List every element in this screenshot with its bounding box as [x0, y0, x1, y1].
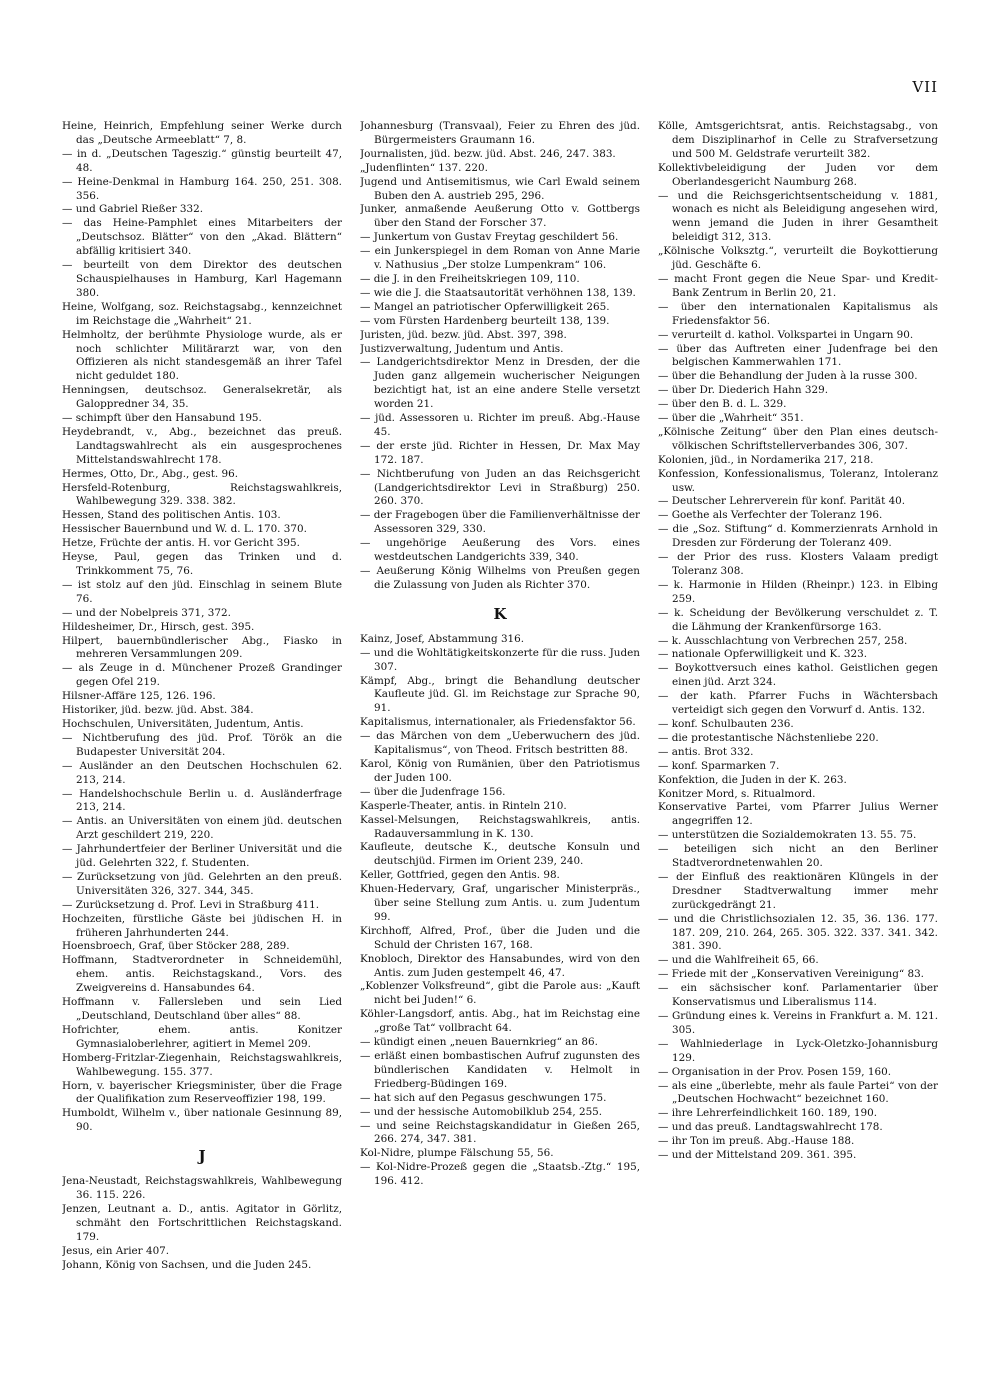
index-entry: — Zurücksetzung d. Prof. Levi in Straßburg 411.: [62, 898, 320, 911]
index-entry: Hilpert, bauernbündlerischer Abg., Fiasko in mehreren Versammlungen 209.: [62, 634, 342, 661]
index-entry: — und der Nobelpreis 371, 372.: [62, 606, 231, 619]
index-entry: — über Dr. Diederich Hahn 329.: [658, 384, 829, 397]
index-entry: — unterstützen die Sozialdemokraten 13. 55. 75.: [658, 829, 917, 842]
section-heading-letter: J: [198, 1147, 206, 1166]
index-entry: Konservative Partei, vom Pfarrer Julius Werner angegriffen 12.: [658, 801, 938, 828]
index-entry: — Deutscher Lehrerverein für konf. Parität 40.: [658, 495, 906, 508]
index-entry: Homberg-Fritzlar-Ziegenhain, Reichstagswahlkreis, Wahlbewegung. 155. 377.: [62, 1051, 342, 1078]
index-entry: Konfektion, die Juden in der K. 263.: [658, 773, 847, 786]
index-entry: Heyse, Paul, gegen das Trinken und d. Trinkkomment 75, 76.: [62, 551, 342, 577]
index-entry: — Gründung eines k. Vereins in Frankfurt a. M. 121. 305.: [658, 1010, 938, 1036]
index-entry: — über die Behandlung der Juden à la russe 300.: [658, 370, 918, 383]
index-entry: Hoffmann v. Fallersleben und sein Lied „Deutschland, Deutschland über alles“ 88.: [62, 996, 342, 1022]
index-entry: Kol-Nidre, plumpe Fälschung 55, 56.: [360, 1147, 554, 1160]
index-entry: Kollektivbeleidigung der Juden vor dem Oberlandesgericht Naumburg 268.: [658, 161, 938, 188]
index-entry: „Kölnische Volksztg.“, verurteilt die Boykottierung jüd. Geschäfte 6.: [658, 245, 938, 272]
index-entry: Knobloch, Direktor des Hansabundes, wird von den Antis. zum Juden gestempelt 46, 47.: [360, 952, 640, 979]
index-entry: Kölle, Amtsgerichtsrat, antis. Reichstagsabg., von dem Disziplinarhof in Celle zu Strafversetzung und 500 M. Geldstrafe verurteilt 382.: [658, 120, 938, 160]
index-entry: — Wahlniederlage in Lyck-Oletzko-Johannisburg 129.: [658, 1037, 938, 1064]
index-entry: Hofrichter, ehem. antis. Konitzer Gymnasialoberlehrer, agitiert in Memel 209.: [62, 1023, 342, 1050]
index-entry: — und Gabriel Rießer 332.: [62, 203, 204, 216]
index-entry: Hildesheimer, Dr., Hirsch, gest. 395.: [62, 620, 255, 633]
index-entry: — über das Auftreten einer Judenfrage bei den belgischen Kammerwahlen 171.: [658, 342, 938, 369]
index-entry: Junker, anmaßende Aeußerung Otto v. Gottbergs über den Stand der Forscher 37.: [360, 203, 640, 230]
index-entry: „Kölnische Zeitung“ über den Plan eines deutsch-völkischen Schriftstellerverbandes 306, 307.: [658, 425, 938, 452]
index-entry: — Friede mit der „Konservativen Vereinigung“ 83.: [658, 968, 924, 981]
index-entry: Kaufleute, deutsche K., deutsche Konsuln und deutschjüd. Firmen im Orient 239, 240.: [360, 841, 640, 868]
index-entry: — Handelshochschule Berlin u. d. Ausländerfrage 213, 214.: [62, 787, 342, 814]
index-entry: Karol, König von Rumänien, über den Patriotismus der Juden 100.: [360, 757, 640, 784]
index-entry: „Koblenzer Volksfreund“, gibt die Parole aus: „Kauft nicht bei Juden!“ 6.: [360, 980, 640, 1007]
index-entry: — Mangel an patriotischer Opferwilligkeit 265.: [360, 300, 610, 313]
index-entry: — das Märchen von dem „Ueberwuchern des jüd. Kapitalismus“, von Theod. Fritsch bestritten 88.: [360, 730, 640, 757]
index-entry: — ungehörige Aeußerung des Vors. eines westdeutschen Landgerichts 339, 340.: [360, 537, 640, 564]
index-entry: — Goethe als Verfechter der Toleranz 196.: [658, 509, 883, 522]
index-entry: — Organisation in der Prov. Posen 159, 160.: [658, 1065, 892, 1078]
index-entry: — Nichtberufung von Juden an das Reichsgericht (Landgerichtsdirektor Levi in Straßburg) 250. 260. 370.: [360, 467, 640, 508]
index-entry: Justizverwaltung, Judentum und Antis.: [360, 342, 564, 355]
section-heading-letter: K: [493, 604, 507, 623]
index-entry: Hermes, Otto, Dr., Abg., gest. 96.: [62, 467, 239, 480]
index-entry: Köhler-Langsdorf, antis. Abg., hat im Reichstag eine „große Tat“ vollbracht 64.: [360, 1008, 640, 1035]
index-entry: — antis. Brot 332.: [658, 745, 754, 758]
index-entry: — ist stolz auf den jüd. Einschlag in seinem Blute 76.: [62, 578, 342, 605]
index-columns: [62, 120, 940, 1360]
index-entry: Helmholtz, der berühmte Physiologe wurde, als er noch schlichter Militärarzt war, von den Offizieren als nicht standesgemäß an ihrer Tafel nicht geduldet 180.: [62, 328, 342, 383]
index-entry: Johann, König von Sachsen, und die Juden 245.: [62, 1258, 312, 1271]
index-entry: Horn, v. bayerischer Kriegsminister, über die Frage der Qualifikation zum Reserveoffizier 198, 199.: [62, 1079, 342, 1106]
index-column-middle: [360, 120, 640, 1360]
index-entry: Jugend und Antisemitismus, wie Carl Ewald seinem Buben den A. austrieb 295, 296.: [360, 175, 640, 202]
index-entry: Journalisten, jüd. bezw. jüd. Abst. 246, 247. 383.: [360, 147, 616, 160]
index-entry: — das Heine-Pamphlet eines Mitarbeiters der „Deutschsoz. Blätter“ von den „Akad. Blättern“ abfällig kritisiert 340.: [62, 217, 342, 258]
index-entry: — die protestantische Nächstenliebe 220.: [658, 731, 879, 744]
index-entry: — und die Wohltätigkeitskonzerte für die russ. Juden 307.: [360, 646, 640, 673]
index-entry: Hochzeiten, fürstliche Gäste bei jüdischen H. in früheren Jahrhunderten 244.: [62, 912, 342, 939]
index-entry: — der kath. Pfarrer Fuchs in Wächtersbach verteidigt sich gegen den Vorwurf d. Antis. 132.: [658, 690, 938, 717]
index-entry: Heine, Wolfgang, soz. Reichstagsabg., kennzeichnet im Reichstage die „Wahrheit“ 21.: [62, 300, 342, 327]
index-entry: — k. Ausschlachtung von Verbrechen 257, 258.: [658, 634, 908, 647]
index-entry: Kassel-Melsungen, Reichstagswahlkreis, antis. Radauversammlung in K. 130.: [360, 813, 640, 840]
index-entry: Humboldt, Wilhelm v., über nationale Gesinnung 89, 90.: [62, 1107, 342, 1134]
index-entry: — vom Fürsten Hardenberg beurteilt 138, 139.: [360, 314, 610, 327]
index-entry: — ihr Ton im preuß. Abg.-Hause 188.: [658, 1135, 855, 1148]
index-entry: Kasperle-Theater, antis. in Rinteln 210.: [360, 799, 567, 812]
index-entry: — und der hessische Automobilklub 254, 255.: [360, 1105, 603, 1118]
index-entry: — Aeußerung König Wilhelms von Preußen gegen die Zulassung von Juden als Richter 370.: [360, 565, 640, 591]
index-entry: — und seine Reichstagskandidatur in Gießen 265, 266. 274, 347. 381.: [360, 1119, 640, 1146]
index-entry: — über den B. d. L. 329.: [658, 398, 787, 411]
index-entry: — der Fragebogen über die Familienverhältnisse der Assessoren 329, 330.: [360, 509, 640, 536]
index-entry: — über die Judenfrage 156.: [360, 785, 506, 798]
index-entry: Hoffmann, Stadtverordneter in Schneidemühl, ehem. antis. Reichstagskand., Vors. des Zweigvereins d. Hansabundes 64.: [62, 954, 342, 995]
index-entry: — kündigt einen „neuen Bauernkrieg“ an 86.: [360, 1036, 598, 1049]
index-entry: — jüd. Assessoren u. Richter im preuß. Abg.-Hause 45.: [360, 412, 640, 438]
index-entry: — ein sächsischer konf. Parlamentarier über Konservatismus und Liberalismus 114.: [658, 982, 938, 1009]
index-column-left: [62, 120, 342, 1360]
index-entry: — Ausländer an den Deutschen Hochschulen 62. 213, 214.: [62, 759, 342, 786]
index-entry: — erläßt einen bombastischen Aufruf zugunsten des bündlerischen Kandidaten v. Helmolt in Friedberg-Büdingen 169.: [360, 1050, 640, 1090]
index-entry: Kirchhoff, Alfred, Prof., über die Juden und die Schuld der Christen 167, 168.: [360, 924, 640, 951]
index-entry: — konf. Sparmarken 7.: [658, 759, 780, 772]
index-entry: — macht Front gegen die Neue Spar- und Kredit-Bank Zentrum in Berlin 20, 21.: [658, 272, 938, 299]
index-entry: Jena-Neustadt, Reichstagswahlkreis, Wahlbewegung 36. 115. 226.: [62, 1175, 342, 1202]
index-entry: Henningsen, deutschsoz. Generalsekretär, als Galoppredner 34, 35.: [62, 384, 342, 411]
index-entry: — konf. Schulbauten 236.: [658, 717, 794, 730]
index-entry: — Antis. an Universitäten von einem jüd. deutschen Arzt geschildert 219, 220.: [62, 815, 342, 842]
index-entry: Konitzer Mord, s. Ritualmord.: [658, 787, 816, 800]
index-entry: — k. Harmonie in Hilden (Rheinpr.) 123. in Elbing 259.: [658, 578, 938, 605]
index-entry: — als Zeuge in d. Münchener Prozeß Grandinger gegen Ofel 219.: [62, 662, 342, 689]
index-entry: — Landgerichtsdirektor Menz in Dresden, der die Juden ganz allgemein wucherischer Neigungen bezichtigt hat, ist an eine andere Stelle versetzt worden 21.: [360, 356, 640, 411]
index-entry: — der erste jüd. Richter in Hessen, Dr. Max May 172. 187.: [360, 439, 640, 466]
index-entry: — Junkertum von Gustav Freytag geschildert 56.: [360, 231, 619, 244]
index-entry: — die „Soz. Stiftung“ d. Kommerzienrats Arnhold in Dresden zur Förderung der Toleranz 409.: [658, 523, 938, 550]
index-entry: — Jahrhundertfeier der Berliner Universität und die jüd. Gelehrten 322, f. Studenten.: [62, 843, 342, 870]
index-entry: Keller, Gottfried, gegen den Antis. 98.: [360, 869, 560, 882]
index-entry: — beurteilt von dem Direktor des deutschen Schauspielhauses in Hamburg, Karl Hagemann 380.: [62, 259, 342, 299]
index-entry: — die J. in den Freiheitskriegen 109, 110.: [360, 272, 580, 285]
index-entry: Heydebrandt, v., Abg., bezeichnet das preuß. Landtagswahlrecht als ein ausgesprochenes Mittelstandswahlrecht 178.: [62, 425, 342, 466]
index-entry: Hetze, Früchte der antis. H. vor Gericht 395.: [62, 537, 300, 550]
page-number: VII: [912, 78, 938, 96]
index-entry: Hersfeld-Rotenburg, Reichstagswahlkreis, Wahlbewegung 329. 338. 382.: [62, 481, 342, 508]
index-entry: — nationale Opferwilligkeit und K. 323.: [658, 648, 868, 661]
index-entry: Heine, Heinrich, Empfehlung seiner Werke durch das „Deutsche Armeeblatt“ 7, 8.: [62, 120, 342, 146]
index-entry: Hochschulen, Universitäten, Judentum, Antis.: [62, 717, 304, 730]
index-entry: Hilsner-Affäre 125, 126. 196.: [62, 690, 216, 703]
index-entry: Historiker, jüd. bezw. jüd. Abst. 384.: [62, 704, 254, 717]
index-entry: „Judenflinten“ 137. 220.: [360, 161, 488, 174]
index-entry: Kainz, Josef, Abstammung 316.: [360, 632, 525, 645]
index-entry: — als eine „überlebte, mehr als faule Partei“ von der „Deutschen Hochwacht“ bezeichnet 160.: [658, 1079, 938, 1106]
index-entry: — und die Christlichsozialen 12. 35, 36. 136. 177. 187. 209, 210. 264, 265. 305. 322. 337. 341. 342. 381. 390.: [658, 912, 938, 953]
index-entry: Hessen, Stand des politischen Antis. 103.: [62, 509, 281, 522]
index-entry: — schimpft über den Hansabund 195.: [62, 412, 262, 425]
index-entry: — ein Junkerspiegel in dem Roman von Anne Marie v. Nathusius „Der stolze Lumpenkram“ 106.: [360, 245, 640, 272]
index-entry: Khuen-Hedervary, Graf, ungarischer Ministerpräs., über seine Stellung zum Antis. u. zum Judentum 99.: [360, 883, 640, 923]
index-entry: Johannesburg (Transvaal), Feier zu Ehren des jüd. Bürgermeisters Graumann 16.: [360, 120, 640, 146]
index-entry: Hoensbroech, Graf, über Stöcker 288, 289.: [62, 940, 290, 953]
index-entry: — verurteilt d. kathol. Volkspartei in Ungarn 90.: [658, 328, 914, 341]
index-entry: — hat sich auf den Pegasus geschwungen 175.: [360, 1091, 607, 1104]
index-entry: — Boykottversuch eines kathol. Geistlichen gegen einen jüd. Arzt 324.: [658, 662, 938, 689]
index-entry: Konfession, Konfessionalismus, Toleranz, Intoleranz usw.: [658, 467, 938, 494]
index-entry: Kolonien, jüd., in Nordamerika 217, 218.: [658, 453, 874, 466]
index-entry: — ihre Lehrerfeindlichkeit 160. 189, 190.: [658, 1107, 878, 1120]
index-entry: — Kol-Nidre-Prozeß gegen die „Staatsb.-Ztg.“ 195, 196. 412.: [360, 1161, 640, 1188]
index-entry: — über die „Wahrheit“ 351.: [658, 412, 804, 425]
index-entry: Kapitalismus, internationaler, als Friedensfaktor 56.: [360, 716, 636, 729]
index-entry: — der Prior des russ. Klosters Valaam predigt Toleranz 308.: [658, 551, 938, 577]
index-entry: — und die Reichsgerichtsentscheidung v. 1881, wonach es nicht als Beleidigung angesehen wird, wenn jemand die Juden in ihrer Gesamtheit beleidigt 312, 313.: [658, 189, 938, 244]
index-entry: — und der Mittelstand 209. 361. 395.: [658, 1149, 857, 1162]
index-entry: Jesus, ein Arier 407.: [62, 1244, 170, 1257]
index-entry: — Nichtberufung des jüd. Prof. Török an die Budapester Universität 204.: [62, 731, 342, 758]
index-entry: Jenzen, Leutnant a. D., antis. Agitator in Görlitz, schmäht den Fortschrittlichen Reichstagskand. 179.: [62, 1202, 342, 1243]
index-entry: — über den internationalen Kapitalismus als Friedensfaktor 56.: [658, 300, 938, 327]
index-entry: — und das preuß. Landtagswahlrecht 178.: [658, 1121, 883, 1134]
index-entry: Juristen, jüd. bezw. jüd. Abst. 397, 398.: [360, 328, 567, 341]
index-entry: Hessischer Bauernbund und W. d. L. 170. 370.: [62, 523, 307, 536]
index-entry: — wie die J. die Staatsautorität verhöhnen 138, 139.: [360, 286, 636, 299]
index-entry: Kämpf, Abg., bringt die Behandlung deutscher Kaufleute jüd. Gl. im Reichstage zur Sprache 90, 91.: [360, 674, 640, 715]
index-entry: — Zurücksetzung von jüd. Gelehrten an den preuß. Universitäten 326, 327. 344, 345.: [62, 870, 342, 897]
index-entry: — der Einfluß des reaktionären Klüngels in der Dresdner Stadtverwaltung immer mehr zurückgedrängt 21.: [658, 870, 938, 911]
index-entry: — und die Wahlfreiheit 65, 66.: [658, 954, 819, 967]
index-entry: — in d. „Deutschen Tageszig.“ günstig beurteilt 47, 48.: [62, 147, 342, 174]
index-entry: — k. Scheidung der Bevölkerung verschuldet z. T. die Lähmung der Krankenfürsorge 163.: [658, 606, 938, 633]
index-entry: — Heine-Denkmal in Hamburg 164. 250, 251. 308. 356.: [62, 175, 342, 202]
index-entry: — beteiligen sich nicht an den Berliner Stadtverordnetenwahlen 20.: [658, 843, 938, 870]
index-column-right: [658, 120, 938, 1360]
